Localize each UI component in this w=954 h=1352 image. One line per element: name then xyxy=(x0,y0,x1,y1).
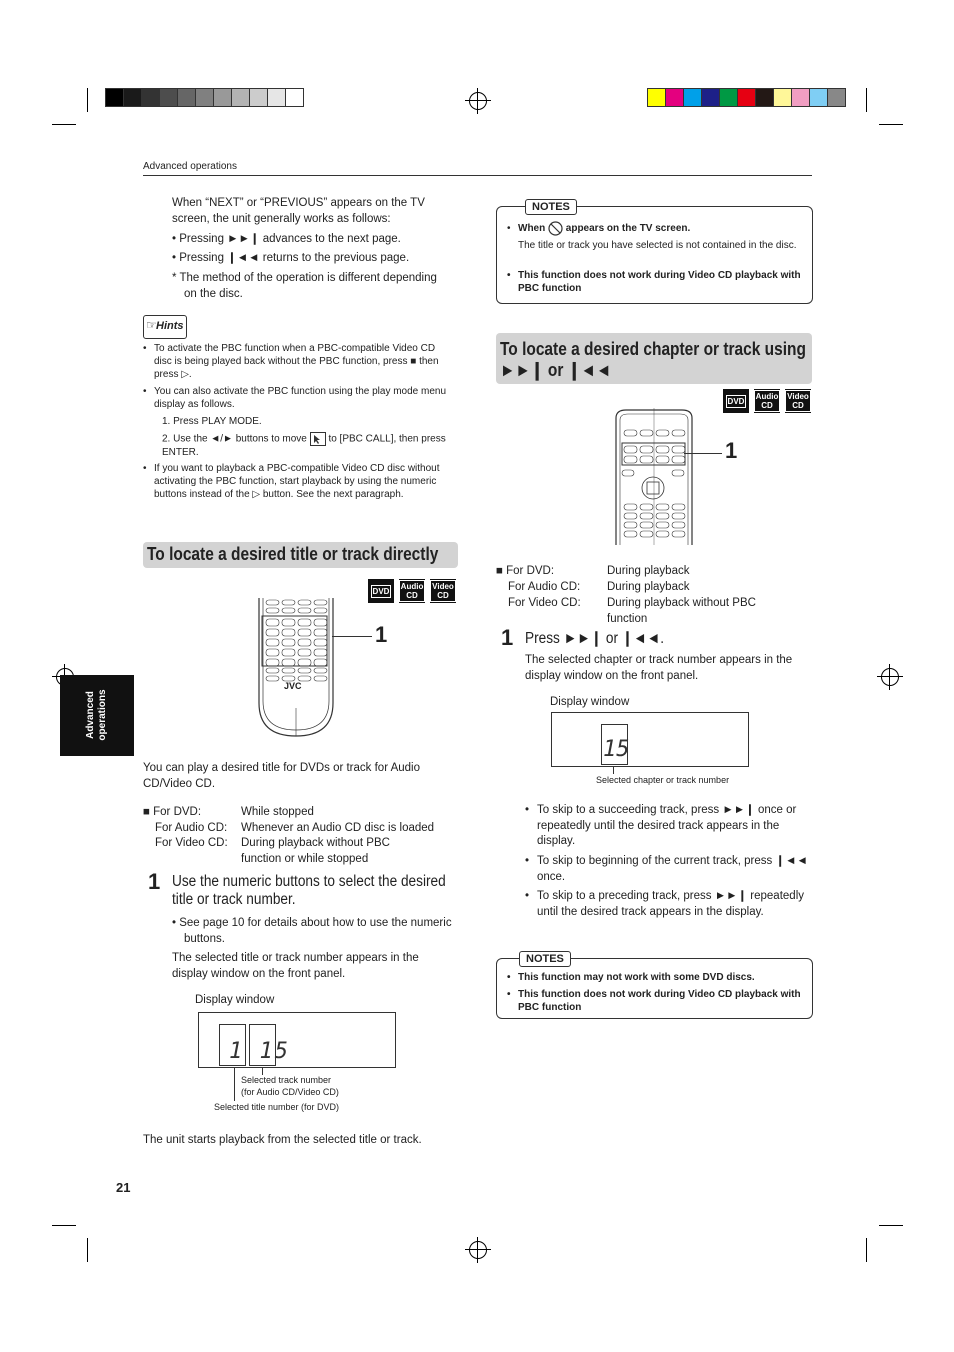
gray-swatch xyxy=(178,89,196,106)
audio-cd-badge: Audio CD xyxy=(754,389,780,413)
callout-number: 1 xyxy=(725,438,738,463)
hints-label: Hints xyxy=(156,320,184,332)
condition-label: For Audio CD: xyxy=(155,822,228,834)
caption-chapter: Selected chapter or track number xyxy=(596,775,730,785)
display-digits: 15 xyxy=(603,737,630,762)
color-calibration-bar xyxy=(647,88,846,107)
color-swatch xyxy=(684,89,702,106)
color-swatch xyxy=(648,89,666,106)
intro-note: * The method of the operation is different depending on the disc. xyxy=(172,272,437,300)
section-title: To locate a desired title or track directly xyxy=(147,544,439,564)
footer-text: The unit starts playback from the selected title or track. xyxy=(143,1134,422,1146)
video-cd-badge: Video CD xyxy=(430,579,456,603)
condition-label: ■ For DVD: xyxy=(143,806,202,818)
caption-track-sub: (for Audio CD/Video CD) xyxy=(241,1087,339,1097)
hint-step: 1. Press PLAY MODE. xyxy=(162,416,262,427)
grayscale-calibration-bar xyxy=(105,88,304,107)
callout-line xyxy=(332,636,372,637)
step-number: 1 xyxy=(501,625,514,650)
prohibited-icon xyxy=(548,221,563,236)
step-instruction: Use the numeric buttons to select the desired title or track number. xyxy=(172,873,446,908)
note-item: • This function may not work with some DVD discs. xyxy=(507,972,755,983)
registration-mark xyxy=(469,1241,487,1259)
video-cd-badge: Video CD xyxy=(785,389,811,413)
gray-swatch xyxy=(106,89,124,106)
condition-label: For Audio CD: xyxy=(508,581,581,593)
display-window-label: Display window xyxy=(550,696,630,708)
color-swatch xyxy=(720,89,738,106)
hint-hand-icon: ☞ xyxy=(146,318,157,332)
dvd-badge: DVD xyxy=(368,579,394,603)
header-rule xyxy=(143,175,812,176)
color-swatch xyxy=(738,89,756,106)
audio-cd-badge: Audio CD xyxy=(399,579,425,603)
note-item: • This function does not work during Video CD playback with PBC function xyxy=(507,270,801,294)
leader-line xyxy=(613,766,614,774)
color-swatch xyxy=(774,89,792,106)
callout-number: 1 xyxy=(375,622,388,647)
skip-bullet: • To skip to a succeeding track, press ►►❙ once or repeatedly until the desired track appears in the display. xyxy=(525,804,797,847)
display-window xyxy=(198,1012,396,1068)
step-number: 1 xyxy=(148,869,161,894)
color-swatch xyxy=(810,89,828,106)
callout-line xyxy=(684,453,722,454)
crop-mark xyxy=(87,1238,88,1262)
side-tab xyxy=(60,675,134,756)
color-swatch xyxy=(828,89,845,106)
side-tab-label: Advanced operations xyxy=(85,689,108,741)
condition-value: Whenever an Audio CD disc is loaded xyxy=(241,822,435,834)
direct-description: You can play a desired title for DVDs or track for Audio CD/Video CD. xyxy=(143,762,420,790)
hint-step: 2. Use the ◄/► buttons to move to [PBC CALL], then press ENTER. xyxy=(162,433,446,458)
step-bullet: • See page 10 for details about how to use the numeric buttons. xyxy=(172,917,452,945)
condition-value: During playback xyxy=(607,581,690,593)
dvd-badge: DVD xyxy=(723,389,749,413)
crop-mark xyxy=(866,1238,867,1262)
gray-swatch xyxy=(160,89,178,106)
section-title-line2: ►►❙ or ❙◄◄ xyxy=(500,360,612,380)
condition-value: While stopped xyxy=(241,806,314,818)
display-window-label: Display window xyxy=(195,994,275,1006)
note-item: • This function does not work during Video CD playback with PBC function xyxy=(507,989,801,1013)
section-heading-direct xyxy=(143,542,458,568)
hint-item: • To activate the PBC function when a PBC-compatible Video CD disc is being played back without the PBC function, press ■ then press ▷. xyxy=(143,343,439,380)
condition-label: ■ For DVD: xyxy=(496,565,555,577)
notes-label: NOTES xyxy=(519,951,571,967)
step-result: The selected title or track number appears in the display window on the front panel. xyxy=(172,952,419,980)
hints-badge xyxy=(143,315,187,339)
caption-track: Selected track number xyxy=(241,1075,332,1085)
step-result: The selected chapter or track number appears in the display window on the front panel. xyxy=(525,654,793,682)
intro-bullet-prev: • Pressing ❙◄◄ returns to the previous page. xyxy=(172,252,410,264)
color-swatch xyxy=(702,89,720,106)
registration-mark xyxy=(881,668,899,686)
condition-label: For Video CD: xyxy=(155,837,228,849)
hint-item: • If you want to playback a PBC-compatible Video CD disc without activating the PBC function, start playback by using the numeric buttons instead of the ▷ button. See the next paragraph. xyxy=(143,463,440,500)
display-digits: 1 15 xyxy=(229,1039,290,1064)
crop-mark xyxy=(52,124,76,125)
condition-value: During playback xyxy=(607,565,690,577)
hint-item: • You can also activate the PBC function using the play mode menu display as follows. xyxy=(143,386,447,410)
gray-swatch xyxy=(214,89,232,106)
cursor-icon xyxy=(310,432,326,446)
skip-bullet: • To skip to beginning of the current track, press ❙◄◄ once. xyxy=(525,855,808,883)
remote-brand: JVC xyxy=(284,681,302,691)
skip-bullet: • To skip to a preceding track, press ►►❙ repeatedly until the desired track appears in the display. xyxy=(525,890,804,918)
gray-swatch xyxy=(232,89,250,106)
note-detail: The title or track you have selected is not contained in the disc. xyxy=(518,240,797,251)
gray-swatch xyxy=(142,89,160,106)
section-heading-skip xyxy=(496,333,812,384)
remote-illustration-skip xyxy=(614,408,694,546)
remote-illustration-numeric xyxy=(257,598,335,738)
section-header: Advanced operations xyxy=(143,161,237,172)
color-swatch xyxy=(792,89,810,106)
condition-value: During playback without PBC function xyxy=(607,597,756,625)
caption-title: Selected title number (for DVD) xyxy=(214,1102,340,1112)
condition-value: During playback without PBC function or while stopped xyxy=(241,837,390,865)
leader-line xyxy=(234,1067,235,1101)
intro-text: When “NEXT” or “PREVIOUS” appears on the TV screen, the unit generally works as follows: xyxy=(172,197,425,225)
display-window xyxy=(551,712,749,767)
gray-swatch xyxy=(196,89,214,106)
step-instruction: Press ►►❙ or ❙◄◄. xyxy=(525,630,665,647)
gray-swatch xyxy=(124,89,142,106)
crop-mark xyxy=(866,88,867,112)
color-swatch xyxy=(666,89,684,106)
crop-mark xyxy=(87,88,88,112)
gray-swatch xyxy=(286,89,303,106)
section-title-line1: To locate a desired chapter or track using xyxy=(500,339,806,359)
crop-mark xyxy=(879,1225,903,1226)
registration-mark xyxy=(469,92,487,110)
note-item: • When appears on the TV screen. xyxy=(507,223,691,235)
page-number: 21 xyxy=(116,1180,131,1195)
intro-bullet-next: • Pressing ►►❙ advances to the next page. xyxy=(172,233,401,245)
notes-label: NOTES xyxy=(525,199,577,215)
crop-mark xyxy=(52,1225,76,1226)
color-swatch xyxy=(756,89,774,106)
condition-label: For Video CD: xyxy=(508,597,581,609)
gray-swatch xyxy=(268,89,286,106)
gray-swatch xyxy=(250,89,268,106)
crop-mark xyxy=(879,124,903,125)
